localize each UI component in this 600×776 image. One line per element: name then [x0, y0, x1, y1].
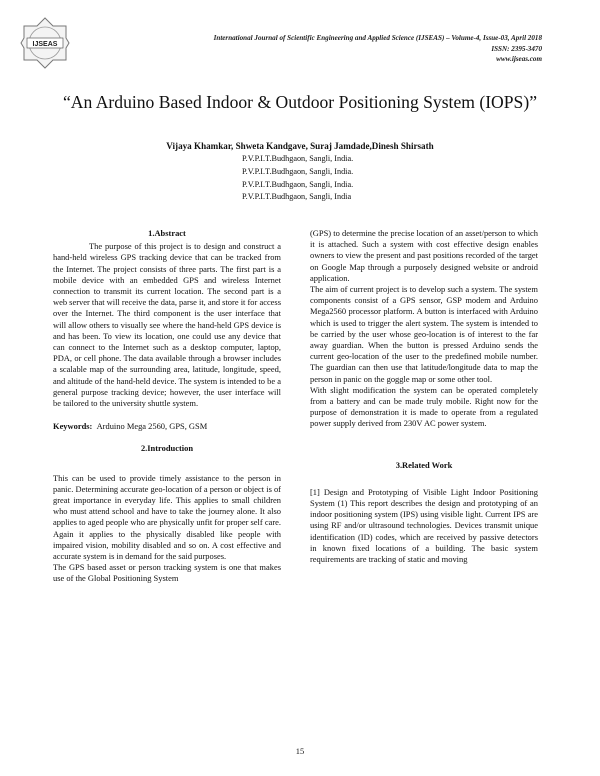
page-number: 15 — [295, 746, 305, 756]
logo-text: IJSEAS — [32, 41, 58, 48]
affiliation: P.V.P.I.T.Budhgaon, Sangli, India. — [242, 166, 354, 176]
author-list: Vijaya Khamkar, Shweta Kandgave, Suraj Jamdade,Dinesh Shirsath — [166, 141, 434, 151]
affiliation: P.V.P.I.T.Budhgaon, Sangli, India. — [242, 179, 354, 189]
journal-logo — [20, 16, 70, 70]
right-column — [310, 228, 538, 565]
journal-header — [72, 33, 542, 65]
introduction-paragraph: The aim of current project is to develop such a system. The system components consist of a GPS sensor, GSP modem and Arduino Mega2560 processor platform. A button is interfaced with Arduino which is used to trigger the alert system. The system is intended to be carried by the user whose geo-location is of interest to the far away guardian. When the button is pressed Arduino sends the current geo-location of the user to the predefined mobile number. The guardian can then use that latitude/longitude data to map the person in panic on the goggle map or some other tool. — [310, 284, 538, 384]
introduction-paragraph: The GPS based asset or person tracking system is one that makes use of the Global Positioning System — [53, 562, 281, 584]
affiliation: P.V.P.I.T.Budhgaon, Sangli, India. — [242, 154, 354, 163]
related-work-heading: 3.Related Work — [395, 459, 453, 470]
website-line: www.ijseas.com — [496, 55, 542, 64]
issn-line: ISSN: 2395-3470 — [491, 44, 542, 53]
abstract-body: The purpose of this project is to design and construct a hand-held wireless GPS tracking device that can be tracked from the Internet. The project consists of three parts. The first part is a mobile device with an embedded GPS and wireless Internet connection to transmit its current location. The second part is a web server that will receive the data, parse it, and store it for access over the Internet. The third component is the user interface that will allow others to visually see where the hand-held GPS device is and has been. To view its location, one could use any device that can connect to the Internet such as a desktop computer, laptop, PDA, or cell phone. The data available through a browser includes a scalable map of the surrounding area, latitude, longitude, speed, and altitude of the hand-held device. The system is intended to be a general purpose tracking device; however, the user interface will be tailored to the university shuttle system. — [53, 241, 281, 409]
affiliation: P.V.P.I.T.Budhgaon, Sangli, India — [242, 192, 352, 202]
introduction-paragraph: With slight modification the system can be operated completely from a battery and can be made truly mobile. Right now for the purpose of demonstration it is made to operate from a regulated power supply derived from 230V AC power system. — [310, 384, 538, 429]
keywords-line — [53, 421, 281, 432]
introduction-paragraph: This can be used to provide timely assistance to the person in panic. Determining accurate geo-location of a person or object is of great importance in everyday life. This applies to small children who must attend school and have to take the journey alone. It also applies to aged people who are physically unfit for proper self care. Again it applies to the physically disabled like people with impaired vision, mobility disabled and so on. A cost effective and accurate system is in demand for the said purposes. — [53, 472, 281, 562]
affiliation-list — [242, 153, 353, 204]
keywords-label: Keywords: — [53, 421, 93, 432]
keywords-value: Arduino Mega 2560, GPS, GSM — [96, 421, 208, 432]
introduction-paragraph: (GPS) to determine the precise location of an asset/person to which it is attached. Such a system with cost effective design enables owners to view the present and past positions recorded of the target on Google Map through a purposely designed website or android application. — [310, 228, 538, 283]
introduction-heading: 2.Introduction — [140, 443, 194, 454]
related-work-body: [1] Design and Prototyping of Visible Light Indoor Positioning System (1) This report describes the design and prototyping of an indoor positioning system (IPS) using visible light. Current IPS are using RF and/or ultrasound technologies. Devices transmit unique identification (ID) codes, which are received by passive detectors in known fixed locations of a building. The basic system requirements are tracking of static and moving — [310, 486, 538, 565]
left-column — [53, 228, 281, 585]
abstract-heading: 1.Abstract — [148, 228, 186, 238]
paper-title: “An Arduino Based Indoor & Outdoor Positioning System (IOPS)” — [62, 92, 538, 112]
journal-title-line: International Journal of Scientific Engineering and Applied Science (IJSEAS) – Volume-4, Issue-03, April 2018 — [213, 34, 542, 42]
